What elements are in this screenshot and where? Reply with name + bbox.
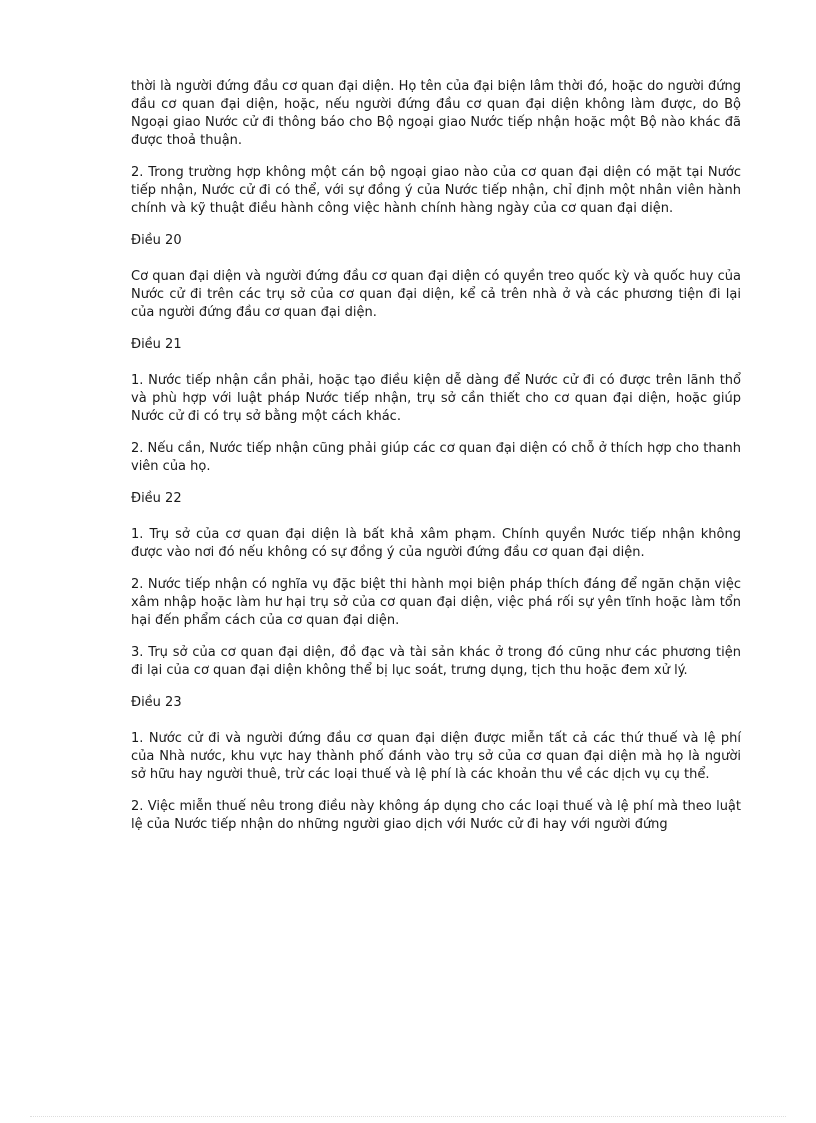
paragraph-article-21-clause-1: 1. Nước tiếp nhận cần phải, hoặc tạo điều kiện dễ dàng để Nước cử đi có được trên lãnh thổ và phù hợp với luật pháp Nước tiếp nhận, trụ sở cần thiết cho cơ quan đại diện, hoặc giúp Nước cử đi có trụ sở bằng một cách khác. [131, 373, 741, 424]
article-21-heading: Điều 21 [131, 337, 182, 352]
article-22-heading: Điều 22 [131, 491, 182, 506]
paragraph-article-22-clause-1: 1. Trụ sở của cơ quan đại diện là bất khả xâm phạm. Chính quyền Nước tiếp nhận không được vào nơi đó nếu không có sự đồng ý của người đứng đầu cơ quan đại diện. [131, 527, 741, 560]
article-20-heading: Điều 20 [131, 233, 182, 248]
document-body [131, 78, 741, 848]
paragraph-article-19-clause-2: 2. Trong trường hợp không một cán bộ ngoại giao nào của cơ quan đại diện có mặt tại Nước tiếp nhận, Nước cử đi có thể, với sự đồng ý của Nước tiếp nhận, chỉ định một nhân viên hành chính và kỹ thuật điều hành công việc hành chính hàng ngày của cơ quan đại diện. [131, 165, 741, 216]
paragraph-dai-bien-lam-thoi: thời là người đứng đầu cơ quan đại diện. Họ tên của đại biện lâm thời đó, hoặc do người đứng đầu cơ quan đại diện, hoặc, nếu người đứng đầu cơ quan đại diện không làm được, do Bộ Ngoại giao Nước cử đi thông báo cho Bộ ngoại giao Nước tiếp nhận hoặc một Bộ nào khác đã được thoả thuận. [131, 79, 741, 148]
paragraph-article-22-clause-2: 2. Nước tiếp nhận có nghĩa vụ đặc biệt thi hành mọi biện pháp thích đáng để ngăn chặn việc xâm nhập hoặc làm hư hại trụ sở của cơ quan đại diện, việc phá rối sự yên tĩnh hoặc làm tổn hại đến phẩm cách của cơ quan đại diện. [131, 577, 741, 628]
page-bottom-divider [30, 1116, 786, 1117]
article-23-heading: Điều 23 [131, 695, 182, 710]
paragraph-article-23-clause-1: 1. Nước cử đi và người đứng đầu cơ quan đại diện được miễn tất cả các thứ thuế và lệ phí của Nhà nước, khu vực hay thành phố đánh vào trụ sở của cơ quan đại diện mà họ là người sở hữu hay người thuê, trừ các loại thuế và lệ phí là các khoản thu về các dịch vụ cụ thể. [131, 731, 741, 782]
paragraph-article-22-clause-3: 3. Trụ sở của cơ quan đại diện, đồ đạc và tài sản khác ở trong đó cũng như các phương tiện đi lại của cơ quan đại diện không thể bị lục soát, trưng dụng, tịch thu hoặc đem xử lý. [131, 645, 741, 678]
paragraph-article-20: Cơ quan đại diện và người đứng đầu cơ quan đại diện có quyền treo quốc kỳ và quốc huy của Nước cử đi trên các trụ sở của cơ quan đại diện, kể cả trên nhà ở và các phương tiện đi lại của người đứng đầu cơ quan đại diện. [131, 269, 741, 320]
paragraph-article-23-clause-2: 2. Việc miễn thuế nêu trong điều này không áp dụng cho các loại thuế và lệ phí mà theo luật lệ của Nước tiếp nhận do những người giao dịch với Nước cử đi hay với người đứng [131, 799, 741, 832]
paragraph-article-21-clause-2: 2. Nếu cần, Nước tiếp nhận cũng phải giúp các cơ quan đại diện có chỗ ở thích hợp cho thanh viên của họ. [131, 441, 741, 474]
